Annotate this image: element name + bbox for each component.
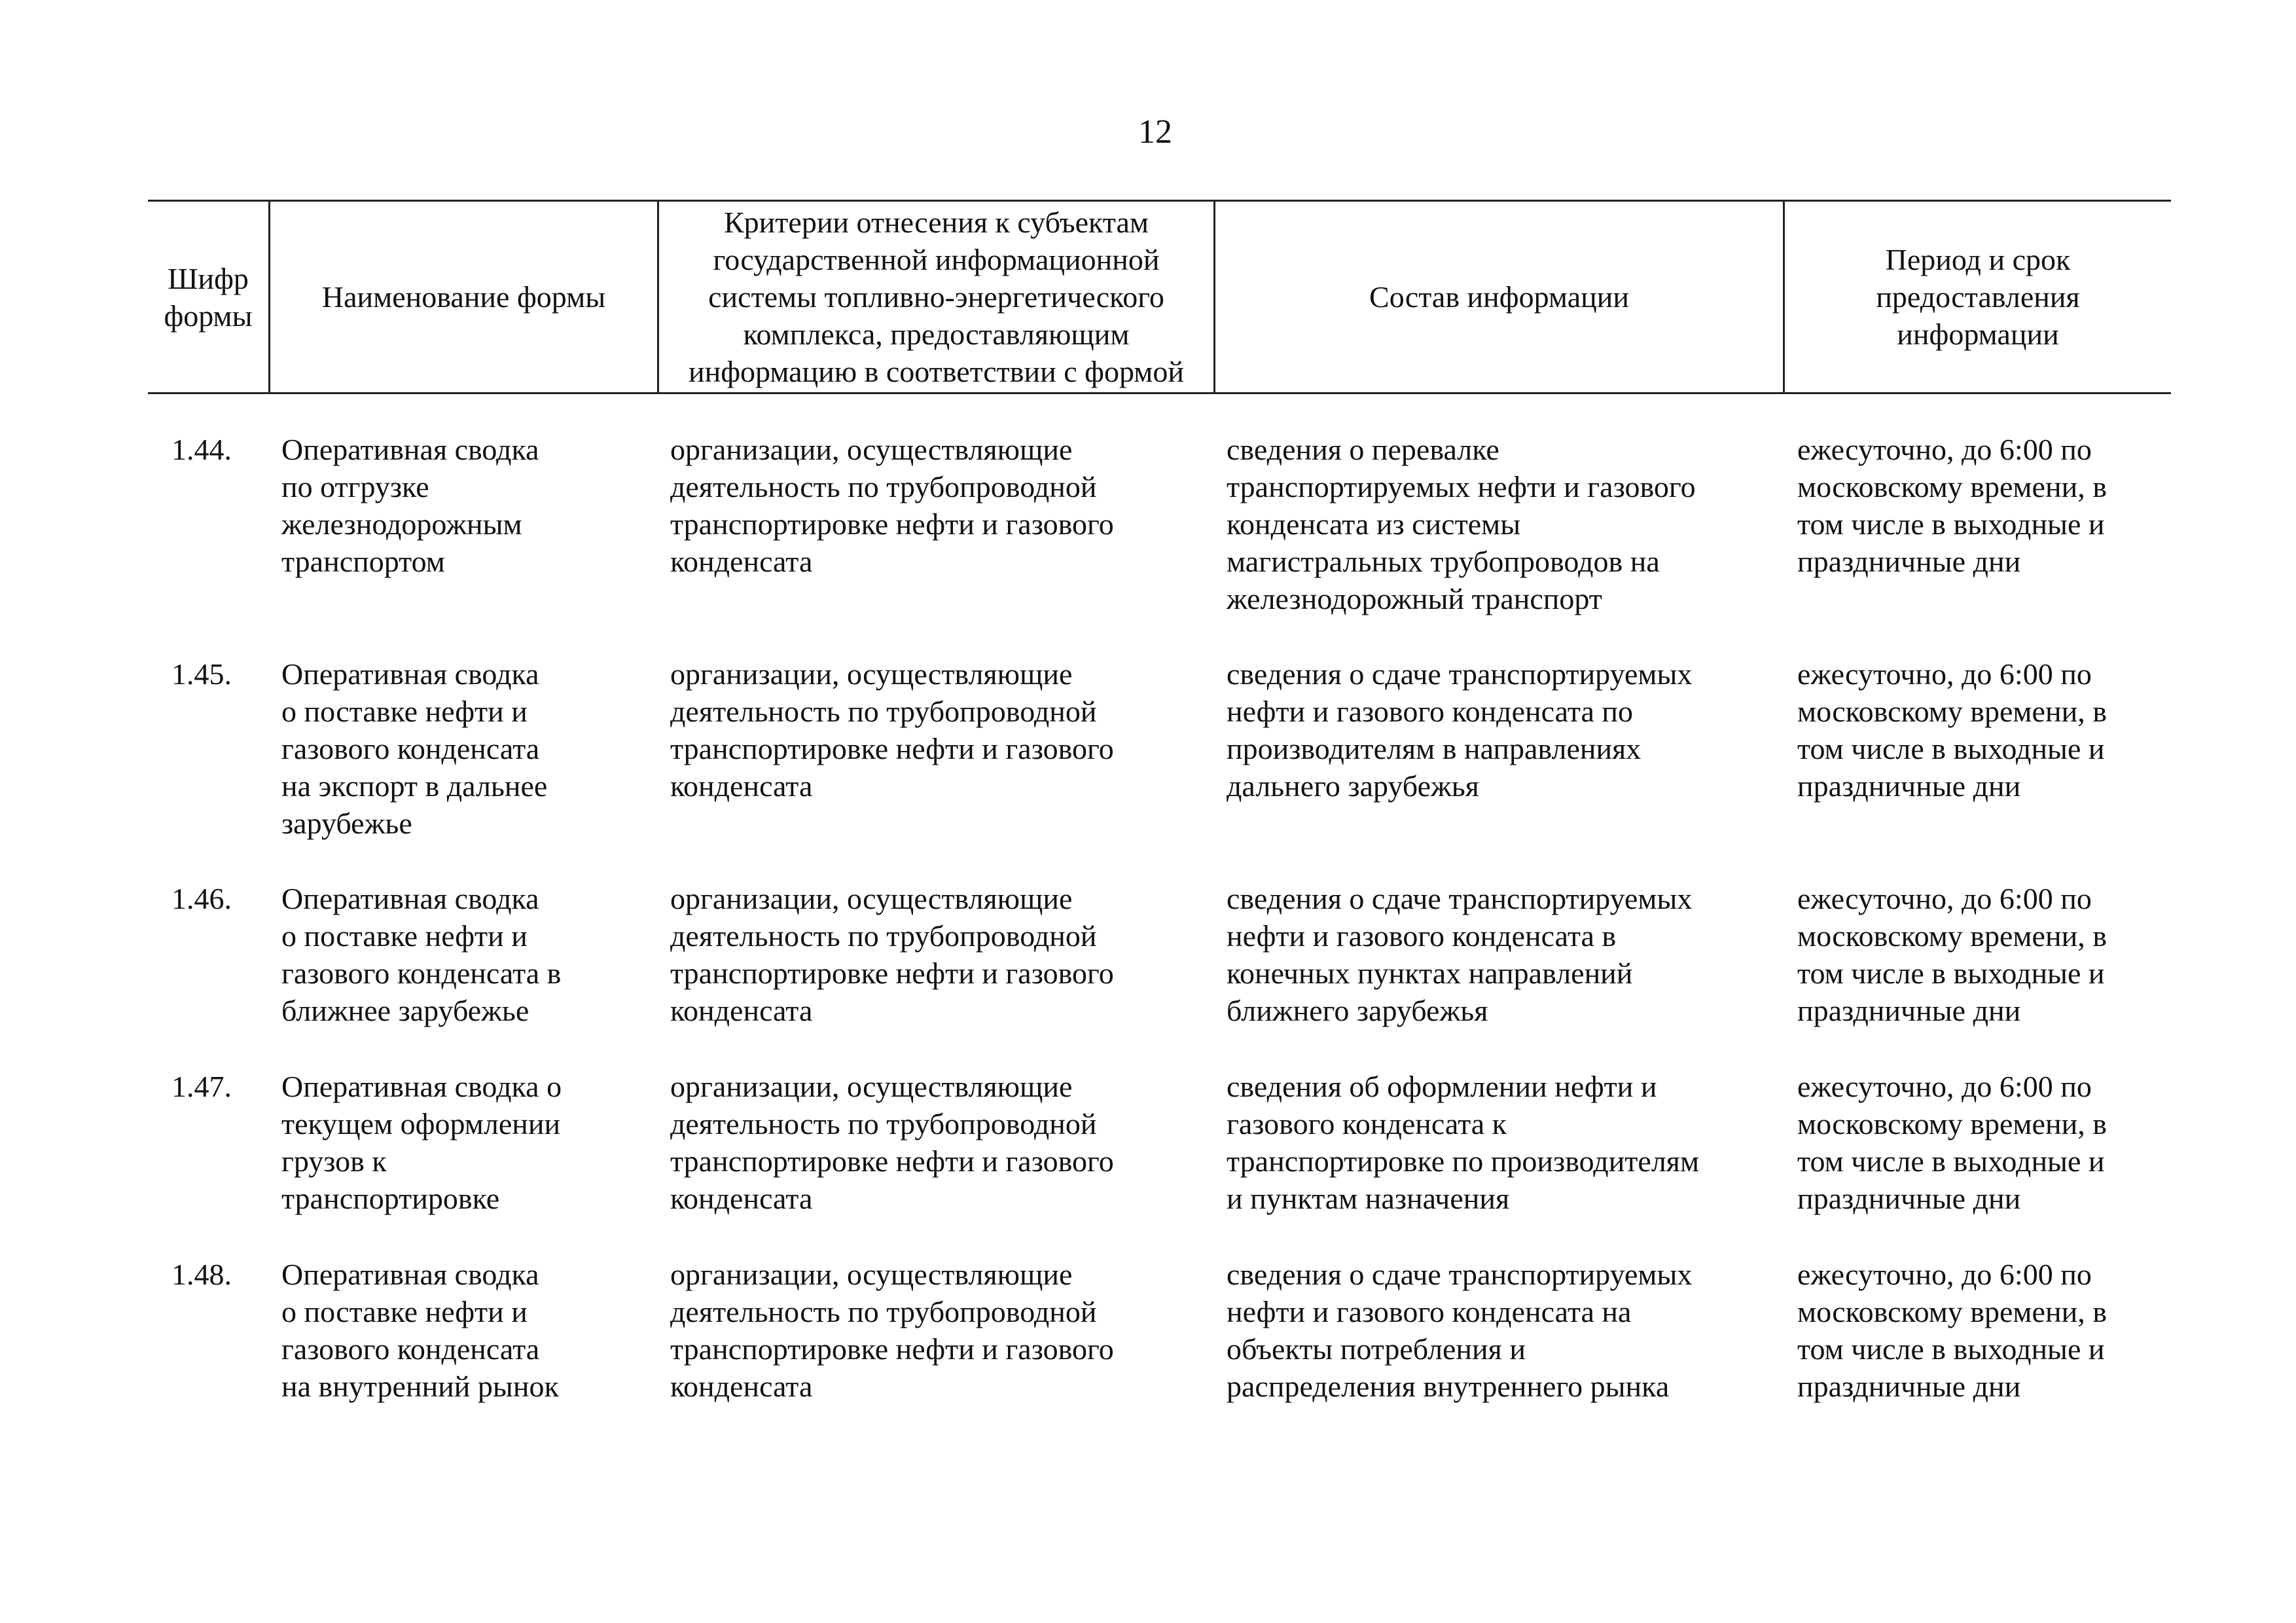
table-row xyxy=(148,431,2171,617)
page-number: 12 xyxy=(1138,113,1172,151)
row-period: ежесуточно, до 6:00 по московскому времени, в том числе в выходные и праздничные дни xyxy=(1797,1258,2107,1403)
row-content: сведения о сдаче транспортируемых нефти и газового конденсата в конечных пунктах направлений ближнего зарубежья xyxy=(1227,882,1693,1027)
row-criteria: организации, осуществляющие деятельность по трубопроводной транспортировке нефти и газового конденсата xyxy=(670,1258,1114,1403)
row-criteria: организации, осуществляющие деятельность по трубопроводной транспортировке нефти и газового конденсата xyxy=(670,657,1114,803)
table-row xyxy=(148,880,2171,1029)
row-content: сведения о перевалке транспортируемых нефти и газового конденсата из системы магистральных трубопроводов на железнодорожный транспорт xyxy=(1227,433,1696,615)
row-period: ежесуточно, до 6:00 по московскому времени, в том числе в выходные и праздничные дни xyxy=(1797,657,2107,803)
row-code: 1.45. xyxy=(171,657,232,691)
row-content: сведения об оформлении нефти и газового конденсата к транспортировке по производителям и пунктам назначения xyxy=(1227,1070,1700,1215)
header-content: Состав информации xyxy=(1213,202,1783,392)
row-period: ежесуточно, до 6:00 по московскому времени, в том числе в выходные и праздничные дни xyxy=(1797,433,2107,578)
row-content: сведения о сдаче транспортируемых нефти и газового конденсата по производителям в направлениях дальнего зарубежья xyxy=(1227,657,1693,803)
row-criteria: организации, осуществляющие деятельность по трубопроводной транспортировке нефти и газового конденсата xyxy=(670,433,1114,578)
row-code: 1.46. xyxy=(171,882,232,915)
row-content: сведения о сдаче транспортируемых нефти и газового конденсата на объекты потребления и распределения внутреннего рынка xyxy=(1227,1258,1693,1403)
row-name: Оперативная сводка по отгрузке железнодорожным транспортом xyxy=(281,433,539,578)
row-name: Оперативная сводка о поставке нефти и газового конденсата на экспорт в дальнее зарубежье xyxy=(281,657,548,840)
header-criteria: Критерии отнесения к субъектам государственной информационной системы топливно-энергетического комплекса, предоставляющим информацию в соответствии с формой xyxy=(657,202,1213,392)
row-criteria: организации, осуществляющие деятельность по трубопроводной транспортировке нефти и газового конденсата xyxy=(670,882,1114,1027)
row-name: Оперативная сводка о текущем оформлении грузов к транспортировке xyxy=(281,1070,562,1215)
row-name: Оперативная сводка о поставке нефти и газового конденсата на внутренний рынок xyxy=(281,1258,559,1403)
header-code: Шифр формы xyxy=(164,261,253,333)
row-code: 1.44. xyxy=(171,433,232,466)
row-code: 1.47. xyxy=(171,1070,232,1103)
table-header xyxy=(148,200,2171,394)
table-row xyxy=(148,655,2171,842)
row-period: ежесуточно, до 6:00 по московскому времени, в том числе в выходные и праздничные дни xyxy=(1797,1070,2107,1215)
table-row xyxy=(148,1068,2171,1217)
header-period: Период и срок предоставления информации xyxy=(1783,202,2171,392)
table-row xyxy=(148,1256,2171,1405)
header-name: Наименование формы xyxy=(268,202,657,392)
row-period: ежесуточно, до 6:00 по московскому времени, в том числе в выходные и праздничные дни xyxy=(1797,882,2107,1027)
row-name: Оперативная сводка о поставке нефти и газового конденсата в ближнее зарубежье xyxy=(281,882,562,1027)
row-code: 1.48. xyxy=(171,1258,232,1291)
row-criteria: организации, осуществляющие деятельность по трубопроводной транспортировке нефти и газового конденсата xyxy=(670,1070,1114,1215)
